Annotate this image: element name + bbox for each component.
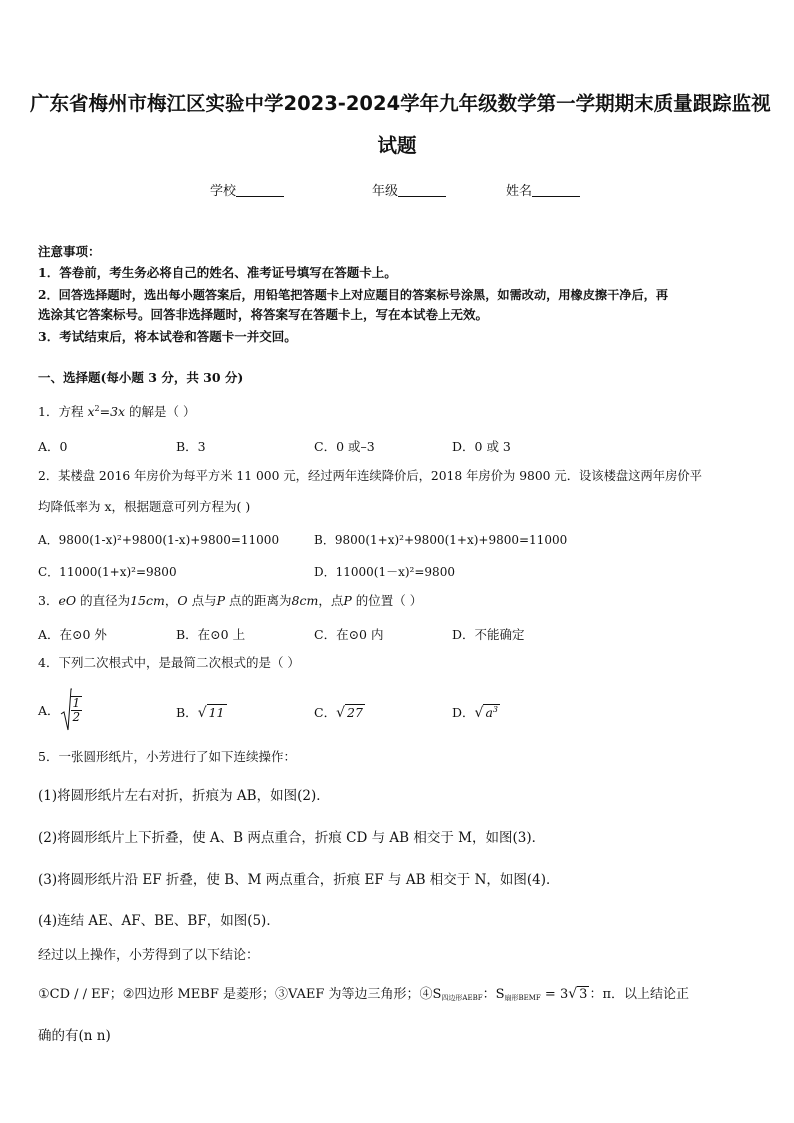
q4-option-d-label: D．: [452, 705, 475, 720]
q4-option-a-fraction: [71, 696, 83, 724]
q1-eq-rest: =3x: [99, 404, 126, 420]
q3-option-c[interactable]: C．在⊙0 内: [314, 627, 384, 642]
q4-option-d-base: a: [485, 705, 493, 720]
question-2-line1: 2．某楼盘 2016 年房价为每平方米 11 000 元，经过两年连续降价后，2018 年房价为 9800 元．设该楼盘这两年房价平: [38, 469, 702, 483]
q3-p1: P: [216, 593, 226, 608]
q3-mid1: 的直径为: [76, 593, 131, 608]
q3-option-b[interactable]: B．在⊙0 上: [176, 627, 246, 642]
q3-prefix: 3．: [38, 593, 59, 608]
q5-conclusions-end: ：π．以上结论正: [589, 987, 689, 1002]
q3-option-d[interactable]: D．不能确定: [452, 627, 525, 642]
notice-item-1: 1．答卷前，考生务必将自己的姓名、准考证号填写在答题卡上。: [38, 265, 397, 280]
radical-sign-icon: √: [474, 705, 484, 721]
notice-item-3: 3．考试结束后，将本试卷和答题卡一并交回。: [38, 329, 297, 344]
q5-area-sub2: 扇形BEMF: [504, 994, 541, 1002]
question-5-stem: 5．一张圆形纸片，小芳进行了如下连续操作：: [38, 749, 296, 764]
radical-sign-icon: √: [568, 986, 578, 1002]
q2-option-d[interactable]: D．11000(1－x)²=9800: [314, 565, 455, 579]
q2-option-a[interactable]: A．9800(1-x)²+9800(1-x)+9800=11000: [38, 533, 280, 547]
q3-o2: O: [177, 593, 188, 608]
q4-option-d-exponent: 3: [492, 704, 498, 714]
grade-label: 年级: [372, 184, 399, 199]
radical-sign-icon: √: [336, 705, 345, 721]
page-title-line2: 试题: [377, 134, 417, 157]
q1-option-a[interactable]: A．0: [38, 439, 68, 454]
school-label: 学校: [210, 184, 237, 199]
name-field[interactable]: [506, 180, 580, 199]
notice-heading: 注意事项：: [38, 244, 101, 259]
q4-option-b-label: B．: [176, 705, 198, 720]
question-2-line2: 均降低率为 x，根据题意可列方程为( ): [38, 499, 251, 514]
question-4-stem: 4．下列二次根式中，是最简二次根式的是（ ）: [38, 655, 300, 670]
q5-conclusions-line1: [38, 983, 689, 1003]
q3-mid3: 点与: [187, 593, 217, 608]
q3-mid4: 点的距离为: [225, 593, 292, 608]
q3-suffix: 的位置（ ）: [351, 593, 423, 608]
q4-option-a-denominator: 2: [72, 710, 81, 724]
q4-option-a-label: A．: [38, 703, 60, 718]
q4-option-b[interactable]: [176, 703, 227, 721]
q1-prefix: 1．方程: [38, 404, 88, 420]
q1-exponent: 2: [94, 404, 100, 413]
q1-suffix: 的解是（ ）: [125, 404, 196, 420]
notice-item-2a: 2．回答选择题时，选出每小题答案后，用铅笔把答题卡上对应题目的答案标号涂黑，如需改动，用橡皮擦干净后，再: [38, 288, 669, 302]
q1-option-b[interactable]: B．3: [176, 439, 206, 454]
q5-step-3: (3)将圆形纸片沿 EF 折叠，使 B、M 两点重合，折痕 EF 与 AB 相交于 N，如图(4)．: [38, 872, 560, 888]
notice-item-2b: 选涂其它答案标号。回答非选择题时，将答案写在答题卡上，写在本试卷上无效。: [38, 307, 489, 322]
q2-option-c[interactable]: C．11000(1+x)²=9800: [38, 565, 177, 579]
q4-option-d[interactable]: [452, 703, 500, 721]
q1-option-c[interactable]: C．0 或–3: [314, 439, 375, 454]
question-3-stem: [38, 593, 422, 609]
q3-diameter: 15cm: [130, 593, 165, 608]
question-1-stem: [38, 401, 196, 420]
page-title-line1: 广东省梅州市梅江区实验中学2023-2024学年九年级数学第一学期期末质量跟踪监视: [30, 92, 771, 115]
q5-conclusions-text: ①CD / / EF；②四边形 MEBF 是菱形；③VAEF 为等边三角形；④S: [38, 987, 442, 1002]
q4-option-a-numerator: 1: [72, 696, 81, 710]
q4-option-b-radicand: 11: [208, 705, 225, 720]
q4-option-c-label: C．: [314, 705, 337, 720]
school-field[interactable]: [210, 180, 284, 199]
q5-conclusions-mid: ：S: [482, 987, 505, 1002]
grade-field[interactable]: [372, 180, 446, 199]
q2-option-b[interactable]: B．9800(1+x)²+9800(1+x)+9800=11000: [314, 533, 568, 547]
q3-p2: P: [343, 593, 352, 608]
grade-blank[interactable]: [398, 184, 446, 197]
q3-circle-symbol: e: [58, 593, 66, 608]
q3-distance: 8cm: [291, 593, 319, 608]
name-blank[interactable]: [532, 184, 580, 197]
q3-option-a[interactable]: A．在⊙0 外: [38, 627, 107, 642]
q4-option-d-radicand: [483, 704, 500, 720]
q5-area-sub1: 四边形AEBF: [441, 994, 483, 1002]
q5-ratio-radicand: 3: [579, 987, 588, 1002]
q4-option-c[interactable]: [314, 703, 365, 721]
radical-sign-icon: √: [197, 705, 207, 721]
q3-o1: O: [65, 593, 77, 608]
q5-conclusions-line2: 确的有(n n): [38, 1028, 111, 1044]
section-heading: 一、选择题(每小题 3 分，共 30 分): [38, 370, 244, 385]
q4-option-c-radicand: 27: [347, 705, 363, 720]
q4-option-a[interactable]: [38, 688, 82, 732]
q5-step-4: (4)连结 AE、AF、BE、BF，如图(5)．: [38, 913, 280, 929]
q3-mid5: ，点: [318, 593, 344, 608]
q5-ratio-eq: = 3: [540, 987, 569, 1002]
q5-step-1: (1)将圆形纸片左右对折，折痕为 AB，如图(2)．: [38, 788, 330, 804]
name-label: 姓名: [506, 184, 533, 199]
q5-step-2: (2)将圆形纸片上下折叠，使 A、B 两点重合，折痕 CD 与 AB 相交于 M，如图(3)．: [38, 830, 546, 846]
q1-option-d[interactable]: D．0 或 3: [452, 439, 511, 454]
school-blank[interactable]: [236, 184, 284, 197]
q3-mid2: ，: [164, 593, 178, 608]
q1-var: x: [87, 404, 95, 420]
q5-lead: 经过以上操作，小芳得到了以下结论：: [38, 948, 260, 963]
